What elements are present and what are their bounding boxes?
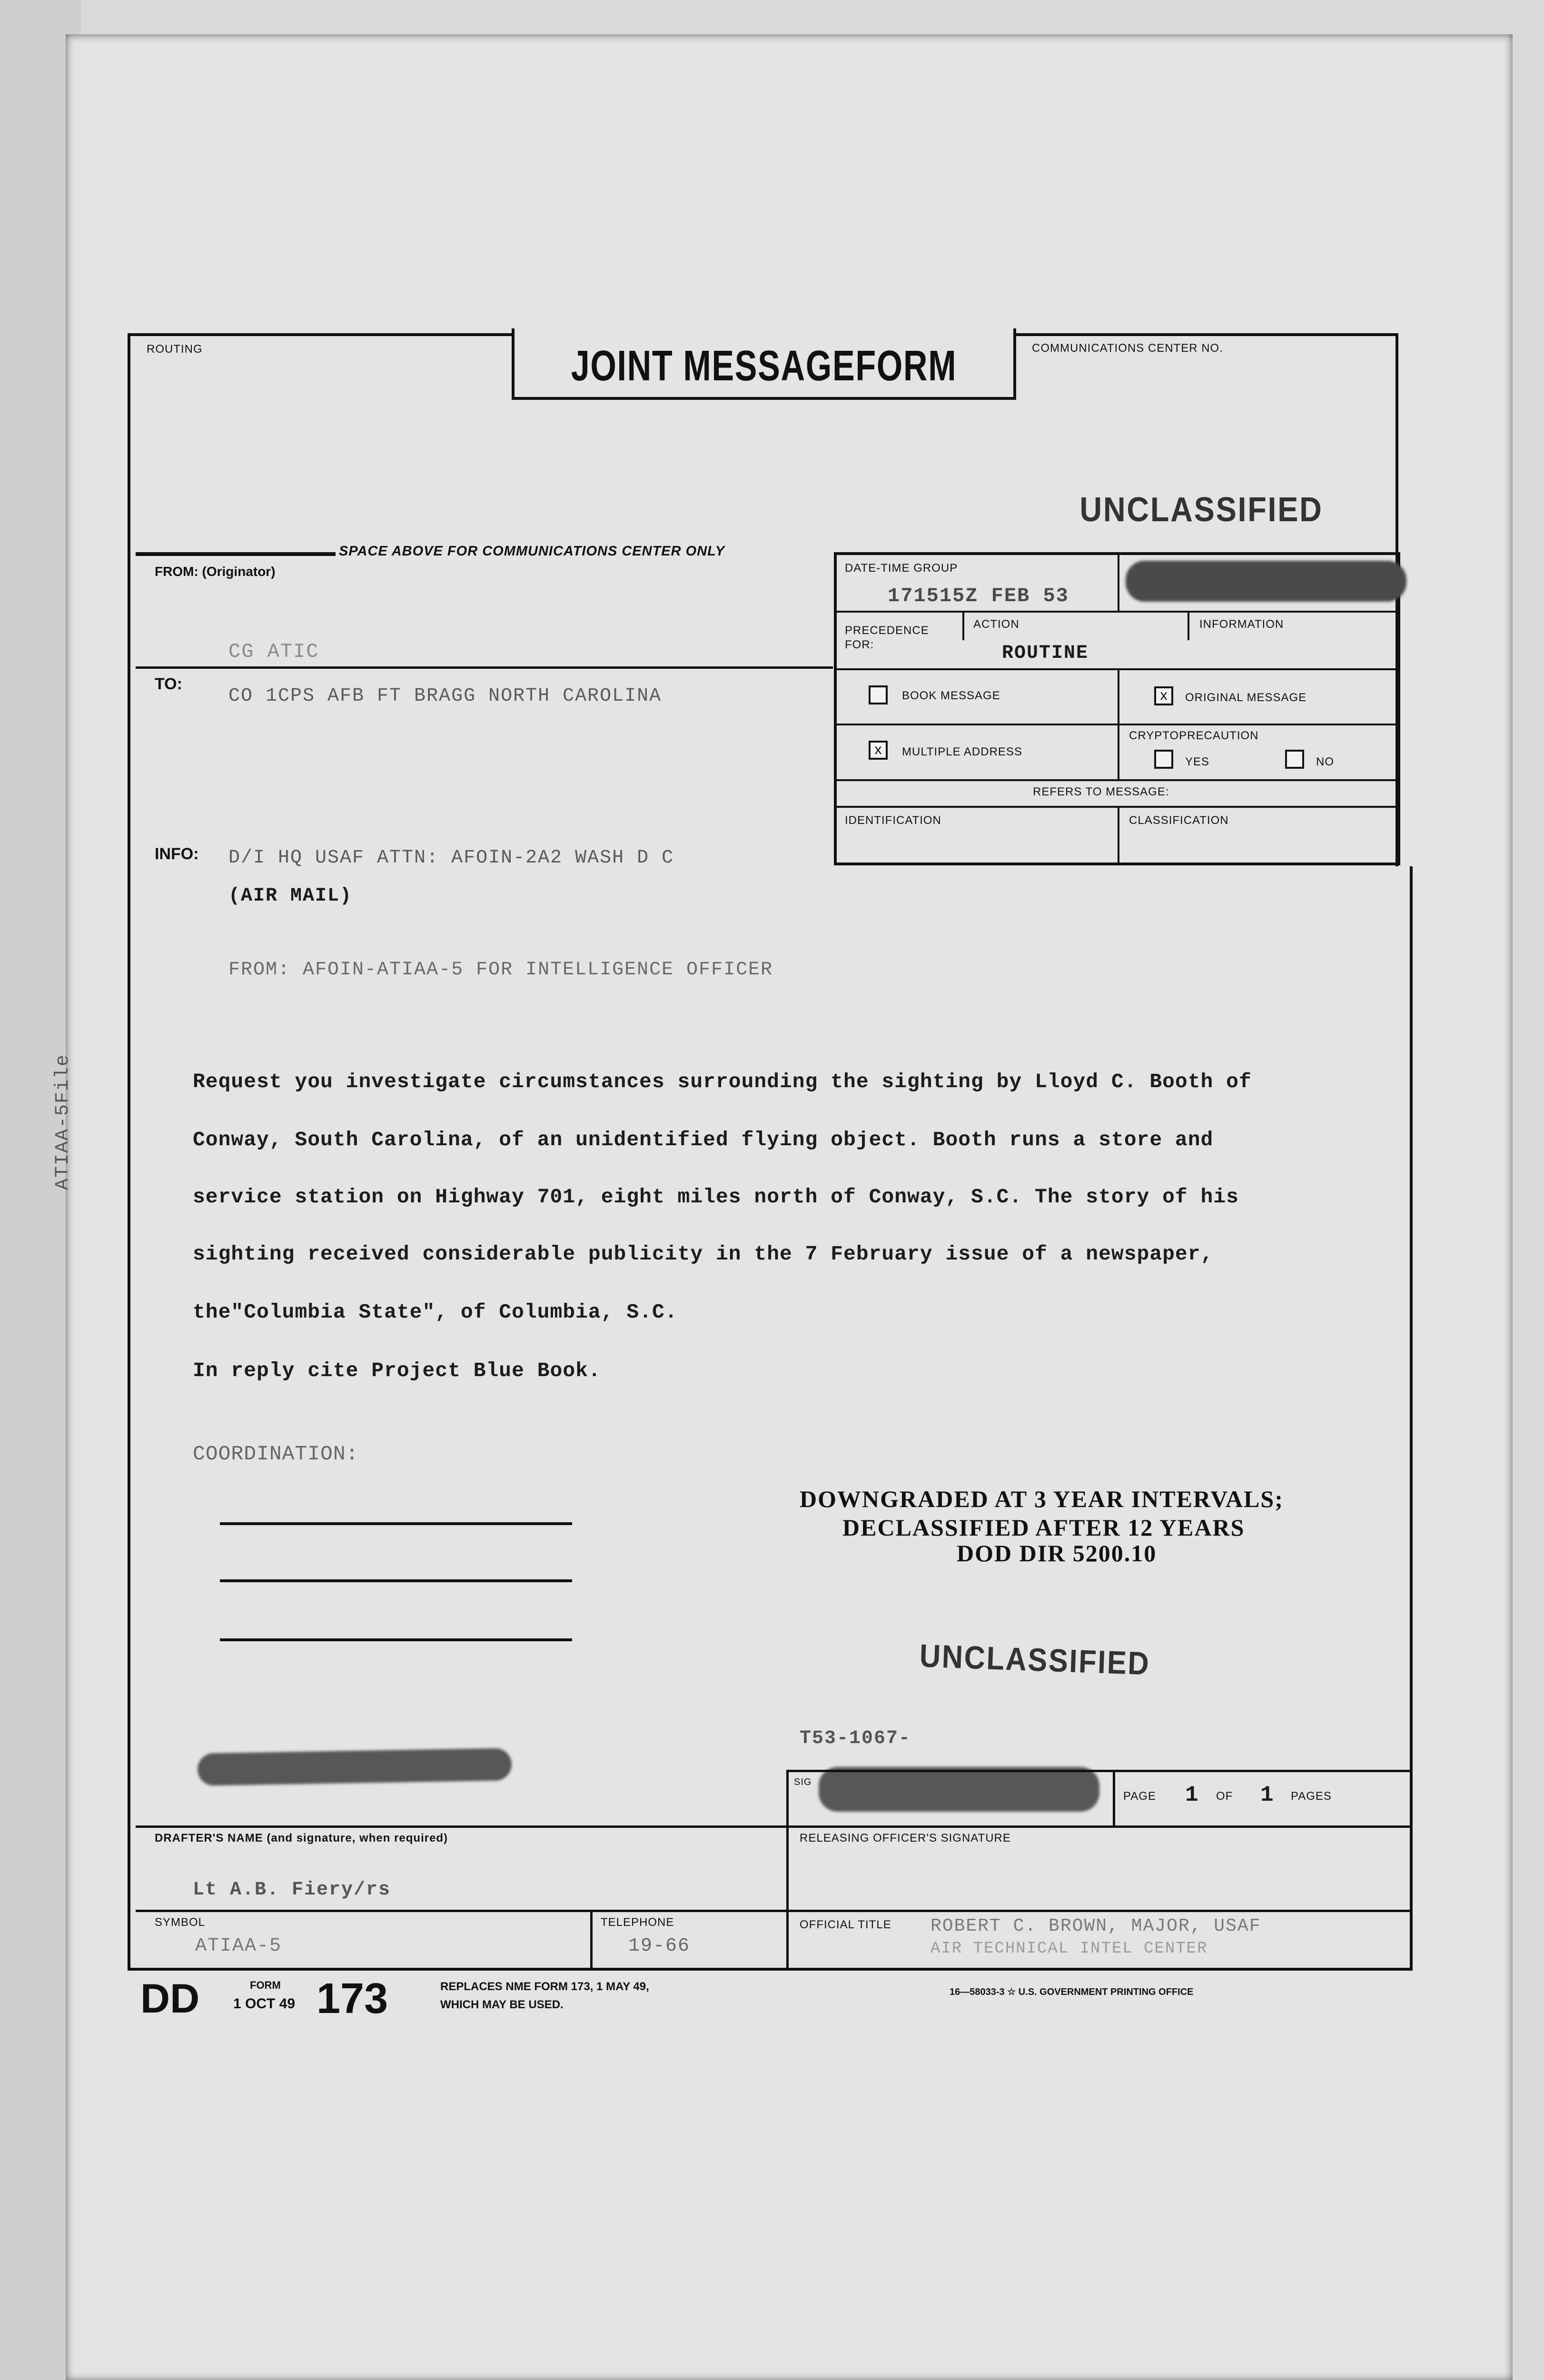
redaction-sig (819, 1767, 1099, 1812)
official-title-line-1: ROBERT C. BROWN, MAJOR, USAF (930, 1916, 1261, 1936)
body-line-1: Request you investigate circumstances surrounding the sighting by Lloyd C. Booth of (193, 1070, 1252, 1093)
redaction-top-right (1126, 561, 1406, 602)
gpo-line: 16—58033-3 ☆ U.S. GOVERNMENT PRINTING OFFICE (950, 1987, 1194, 1997)
body-line-3: service station on Highway 701, eight miles north of Conway, S.C. The story of his (193, 1185, 1239, 1209)
information-label: INFORMATION (1199, 618, 1284, 631)
declass-line-3: DOD DIR 5200.10 (957, 1540, 1157, 1567)
routing-label: ROUTING (147, 343, 203, 356)
header-col-line-5 (1118, 807, 1119, 865)
footer-row-line-2 (136, 1910, 1413, 1912)
of-label: OF (1216, 1790, 1233, 1803)
coordination-label: COORDINATION: (193, 1442, 359, 1466)
header-row-line-2 (834, 668, 1400, 670)
official-title-label: OFFICIAL TITLE (800, 1918, 891, 1931)
from-routing-line: FROM: AFOIN-ATIAA-5 FOR INTELLIGENCE OFFICER (228, 959, 773, 981)
info-line-2: (AIR MAIL) (228, 885, 353, 907)
body-line-5: the"Columbia State", of Columbia, S.C. (193, 1300, 678, 1324)
coordination-line-2 (220, 1579, 572, 1582)
original-message-checkbox[interactable]: x (1154, 686, 1173, 705)
footer-page-divider (1113, 1770, 1115, 1827)
precedence-value: ROUTINE (1002, 643, 1089, 664)
footer-row-line-1 (136, 1825, 1413, 1828)
footer-mid-vertical (786, 1770, 789, 1970)
form-date: 1 OCT 49 (233, 1996, 296, 2012)
header-row-line-4 (834, 779, 1400, 781)
header-row-line-3 (834, 724, 1400, 725)
info-line-1: D/I HQ USAF ATTN: AFOIN-2A2 WASH D C (228, 847, 674, 869)
header-row-line-1 (834, 611, 1400, 613)
from-label: FROM: (Originator) (155, 564, 276, 579)
identification-label: IDENTIFICATION (845, 814, 941, 827)
action-label: ACTION (973, 618, 1019, 631)
form-dd: DD (140, 1976, 200, 2022)
crypto-no-checkbox[interactable] (1285, 750, 1304, 769)
crypto-yes-checkbox[interactable] (1154, 750, 1173, 769)
dtg-label: DATE-TIME GROUP (845, 562, 958, 575)
total-pages: 1 (1260, 1783, 1275, 1807)
symbol-label: SYMBOL (155, 1916, 206, 1929)
coordination-line-1 (220, 1522, 572, 1525)
body-line-4: sighting received considerable publicity in the 7 February issue of a newspaper, (193, 1242, 1214, 1266)
multiple-address-checkbox[interactable]: x (869, 741, 888, 760)
original-message-label: ORIGINAL MESSAGE (1185, 691, 1307, 704)
refers-to-label: REFERS TO MESSAGE: (1033, 785, 1169, 798)
redaction-left (197, 1748, 512, 1786)
dtg-value: 171515Z FEB 53 (888, 585, 1069, 607)
header-col-line-4 (1118, 669, 1119, 780)
declass-line-2: DECLASSIFIED AFTER 12 YEARS (842, 1514, 1245, 1541)
replaces-line-2: WHICH MAY BE USED. (440, 1998, 564, 2011)
body-line-2: Conway, South Carolina, of an unidentified flying object. Booth runs a store and (193, 1128, 1214, 1151)
crypto-no-label: NO (1316, 755, 1334, 768)
comm-center-label: COMMUNICATIONS CENTER NO. (1032, 342, 1223, 355)
telephone-label: TELEPHONE (601, 1916, 674, 1929)
symbol-value: ATIAA-5 (195, 1935, 282, 1957)
header-col-line-3 (1188, 612, 1189, 640)
to-value: CO 1CPS AFB FT BRAGG NORTH CAROLINA (228, 685, 662, 707)
precedence-label: PRECEDENCE FOR: (845, 624, 929, 651)
classification-label: CLASSIFICATION (1129, 814, 1229, 827)
official-title-line-2: AIR TECHNICAL INTEL CENTER (930, 1940, 1208, 1958)
telephone-value: 19-66 (628, 1935, 691, 1957)
book-message-label: BOOK MESSAGE (902, 689, 1000, 702)
form-number: 173 (317, 1975, 388, 2023)
form-title: JOINT MESSAGEFORM (571, 342, 957, 390)
footer-top-line-right (786, 1770, 1413, 1772)
drafter-label: DRAFTER'S NAME (and signature, when required) (155, 1832, 448, 1844)
header-col-line-1 (1118, 552, 1119, 612)
from-to-divider (136, 666, 833, 669)
body-line-6: In reply cite Project Blue Book. (193, 1359, 601, 1382)
form-left-border (128, 333, 130, 1971)
page-number: 1 (1185, 1783, 1199, 1807)
crypto-yes-label: YES (1185, 755, 1210, 768)
declass-line-1: DOWNGRADED AT 3 YEAR INTERVALS; (800, 1486, 1284, 1512)
classification-stamp-bottom: UNCLASSIFIED (919, 1637, 1151, 1682)
book-message-checkbox[interactable] (869, 685, 888, 704)
margin-note: ATIAA-5File (52, 1053, 74, 1190)
serial-number: T53-1067- (800, 1728, 911, 1749)
to-label: TO: (155, 675, 182, 693)
releasing-label: RELEASING OFFICER'S SIGNATURE (800, 1832, 1011, 1844)
header-row-line-5 (834, 806, 1400, 808)
cryptoprecaution-label: CRYPTOPRECAUTION (1129, 729, 1259, 742)
pages-label: PAGES (1291, 1790, 1332, 1803)
drafter-value: Lt A.B. Fiery/rs (193, 1879, 391, 1901)
classification-stamp-top: UNCLASSIFIED (1079, 491, 1323, 529)
header-col-line-2 (962, 612, 964, 640)
form-bottom-border (128, 1968, 1413, 1971)
sig-label: SIG (794, 1777, 812, 1787)
space-above-label: SPACE ABOVE FOR COMMUNICATIONS CENTER ONLY (339, 544, 725, 559)
form-word: FORM (250, 1979, 281, 1991)
page-label: PAGE (1123, 1790, 1156, 1803)
form-right-border-lower (1410, 866, 1413, 1971)
multiple-address-label: MULTIPLE ADDRESS (902, 745, 1022, 758)
info-label: INFO: (155, 845, 199, 863)
comm-center-divider (136, 552, 336, 556)
from-value: CG ATIC (228, 640, 319, 663)
coordination-line-3 (220, 1638, 572, 1641)
replaces-line-1: REPLACES NME FORM 173, 1 MAY 49, (440, 1980, 649, 1993)
footer-symbol-divider (590, 1910, 593, 1969)
